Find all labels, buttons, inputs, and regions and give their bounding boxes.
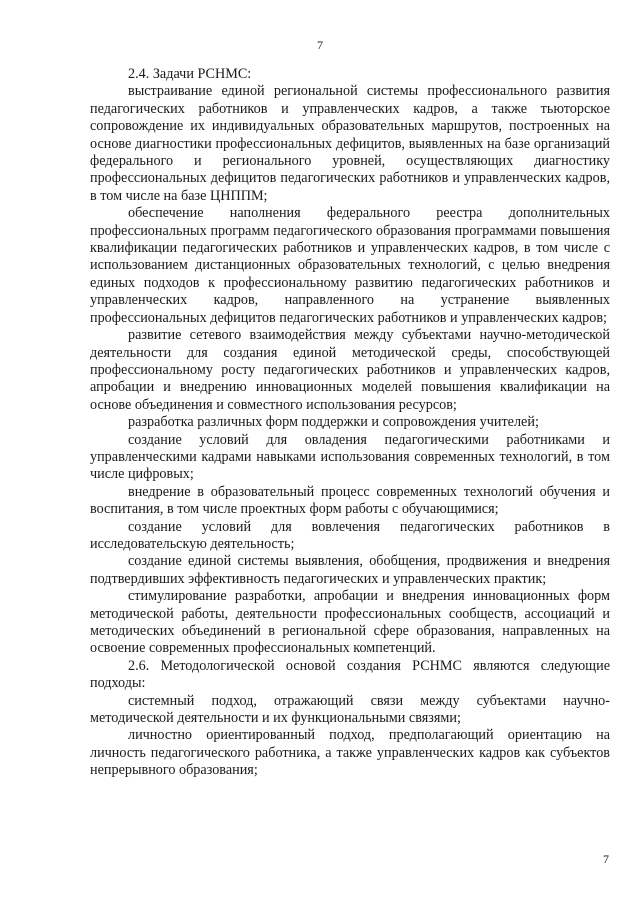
task-paragraph: развитие сетевого взаимодействия между субъектами научно-методической деятельности для создания единой методической среды, способствующей профессиональному росту педагогических работников и управленческих кадров, апробации и внедрению инновационных моделей повышения квалификации на основе объединения и совместного использования ресурсов; bbox=[90, 327, 610, 413]
section-heading-2-6: 2.6. Методологической основой создания РСНМС являются следующие подходы: bbox=[90, 657, 610, 692]
task-paragraph: создание условий для овладения педагогическими работниками и управленческими кадрами навыками использования современных технологий, в том числе цифровых; bbox=[90, 431, 610, 483]
document-body bbox=[90, 66, 610, 780]
task-paragraph: внедрение в образовательный процесс современных технологий обучения и воспитания, в том числе проектных форм работы с обучающимися; bbox=[90, 483, 610, 518]
task-paragraph: создание единой системы выявления, обобщения, продвижения и внедрения подтвердивших эффективность педагогических и управленческих практик; bbox=[90, 553, 610, 587]
task-paragraph: обеспечение наполнения федерального реестра дополнительных профессиональных программ педагогического образования программами повышения квалификации педагогических работников и управленческих кадров, в том числе с использованием дистанционных образовательных технологий, с целью внедрения единых подходов к профессиональному развитию педагогических работников и управленческих кадров, направленного на устранение выявленных профессиональных дефицитов педагогических работников и управленческих кадров; bbox=[90, 205, 610, 326]
page-number-top: 7 bbox=[317, 38, 323, 52]
section-heading-2-4: 2.4. Задачи РСНМС: bbox=[128, 66, 252, 82]
approach-paragraph: личностно ориентированный подход, предполагающий ориентацию на личность педагогического работника, а также управленческих кадров как субъектов непрерывного образования; bbox=[90, 727, 610, 779]
task-paragraph: создание условий для вовлечения педагогических работников в исследовательскую деятельность; bbox=[90, 518, 610, 552]
approach-paragraph: системный подход, отражающий связи между субъектами научно-методической деятельности и их функциональными связями; bbox=[90, 692, 610, 727]
task-paragraph: выстраивание единой региональной системы профессионального развития педагогических работников и управленческих кадров, а также тьюторское сопровождение их индивидуальных образовательных маршрутов, построенных на основе диагностики профессиональных дефицитов, выявленных на базе организаций федерального и регионального уровней, осуществляющих диагностику профессиональных дефицитов педагогических работников и управленческих кадров, в том числе на базе ЦНППМ; bbox=[90, 83, 610, 204]
page-number-bottom: 7 bbox=[603, 852, 609, 866]
task-paragraph: стимулирование разработки, апробации и внедрения инновационных форм методической работы, деятельности профессиональных сообществ, ассоциаций и методических объединений в региональной сфере образования, направленных на освоение современных профессиональных компетенций. bbox=[90, 588, 610, 657]
task-paragraph: разработка различных форм поддержки и сопровождения учителей; bbox=[128, 414, 539, 431]
